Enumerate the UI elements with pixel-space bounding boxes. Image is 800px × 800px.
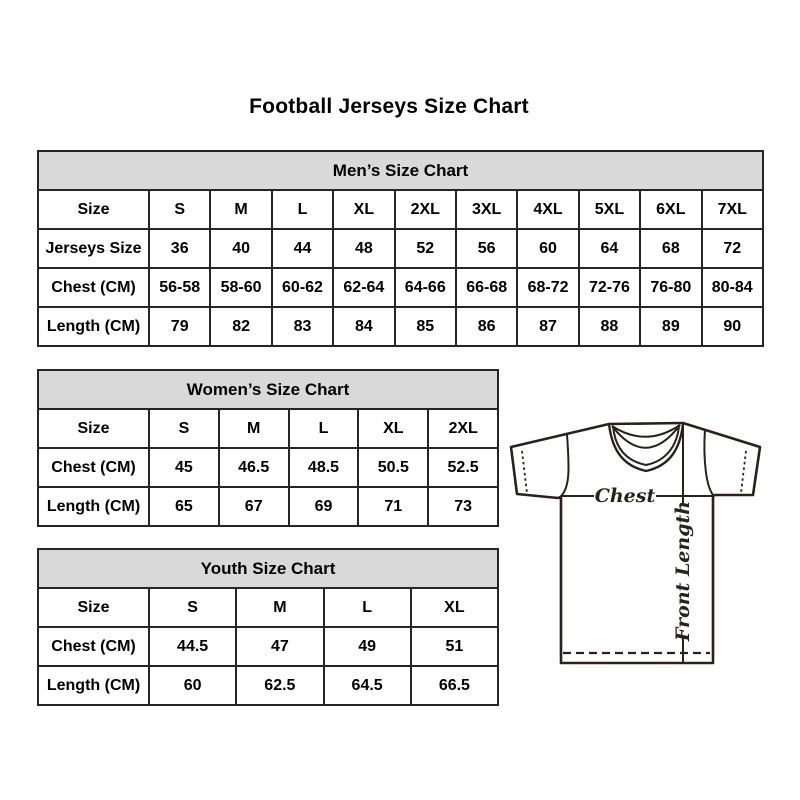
value-cell: 52: [395, 229, 456, 268]
value-cell: 48: [333, 229, 394, 268]
page-title: Football Jerseys Size Chart: [249, 95, 529, 118]
table-header-row: [38, 549, 498, 588]
collar-arc-shallow: [612, 425, 680, 437]
value-cell: 58-60: [210, 268, 271, 307]
value-cell: 68-72: [517, 268, 578, 307]
value-cell: 56: [456, 229, 517, 268]
size-cell: L: [272, 190, 333, 229]
row-label: Size: [38, 409, 149, 448]
size-cell: 2XL: [428, 409, 498, 448]
value-cell: 76-80: [640, 268, 701, 307]
value-cell: 36: [149, 229, 210, 268]
value-cell: 86: [456, 307, 517, 346]
table-row: [38, 487, 498, 526]
youth-table-title: Youth Size Chart: [38, 549, 498, 588]
value-cell: 56-58: [149, 268, 210, 307]
value-cell: 51: [411, 627, 498, 666]
left-armhole-seam: [560, 434, 569, 497]
size-cell: 5XL: [579, 190, 640, 229]
value-cell: 82: [210, 307, 271, 346]
left-sleeve-stitch-line: [522, 451, 527, 493]
value-cell: 52.5: [428, 448, 498, 487]
size-cell: L: [324, 588, 411, 627]
value-cell: 73: [428, 487, 498, 526]
value-cell: 64: [579, 229, 640, 268]
mens-size-table: [37, 150, 764, 347]
value-cell: 84: [333, 307, 394, 346]
row-label: Chest (CM): [38, 268, 149, 307]
size-cell: 4XL: [517, 190, 578, 229]
size-cell: S: [149, 409, 219, 448]
value-cell: 87: [517, 307, 578, 346]
size-cell: 3XL: [456, 190, 517, 229]
table-row: [38, 588, 498, 627]
size-cell: S: [149, 588, 236, 627]
table-row: [38, 448, 498, 487]
right-armhole-seam: [704, 429, 714, 496]
value-cell: 67: [219, 487, 289, 526]
size-cell: S: [149, 190, 210, 229]
row-label: Jerseys Size: [38, 229, 149, 268]
size-cell: 6XL: [640, 190, 701, 229]
value-cell: 62-64: [333, 268, 394, 307]
value-cell: 47: [236, 627, 323, 666]
right-sleeve-stitch-line: [741, 451, 746, 493]
value-cell: 90: [702, 307, 763, 346]
value-cell: 49: [324, 627, 411, 666]
size-cell: XL: [411, 588, 498, 627]
value-cell: 79: [149, 307, 210, 346]
value-cell: 68: [640, 229, 701, 268]
value-cell: 64-66: [395, 268, 456, 307]
table-row: [38, 190, 763, 229]
size-cell: M: [236, 588, 323, 627]
value-cell: 64.5: [324, 666, 411, 705]
row-label: Chest (CM): [38, 448, 149, 487]
mens-table-title: Men’s Size Chart: [38, 151, 763, 190]
table-row: [38, 666, 498, 705]
row-label: Size: [38, 588, 149, 627]
value-cell: 85: [395, 307, 456, 346]
value-cell: 69: [289, 487, 359, 526]
table-row: [38, 409, 498, 448]
value-cell: 46.5: [219, 448, 289, 487]
jersey-measurement-diagram: [505, 414, 771, 668]
row-label: Length (CM): [38, 307, 149, 346]
size-cell: XL: [358, 409, 428, 448]
value-cell: 80-84: [702, 268, 763, 307]
value-cell: 48.5: [289, 448, 359, 487]
row-label: Size: [38, 190, 149, 229]
row-label: Length (CM): [38, 487, 149, 526]
size-cell: XL: [333, 190, 394, 229]
value-cell: 71: [358, 487, 428, 526]
value-cell: 65: [149, 487, 219, 526]
value-cell: 66.5: [411, 666, 498, 705]
value-cell: 72: [702, 229, 763, 268]
front-length-label: Front Length: [672, 500, 694, 642]
value-cell: 72-76: [579, 268, 640, 307]
size-cell: 2XL: [395, 190, 456, 229]
value-cell: 88: [579, 307, 640, 346]
value-cell: 44.5: [149, 627, 236, 666]
table-row: [38, 307, 763, 346]
table-header-row: [38, 370, 498, 409]
value-cell: 89: [640, 307, 701, 346]
size-cell: 7XL: [702, 190, 763, 229]
youth-size-table: [37, 548, 499, 706]
value-cell: 83: [272, 307, 333, 346]
womens-table-title: Women’s Size Chart: [38, 370, 498, 409]
table-header-row: [38, 151, 763, 190]
value-cell: 62.5: [236, 666, 323, 705]
value-cell: 45: [149, 448, 219, 487]
table-row: [38, 229, 763, 268]
jersey-outline-icon: [511, 423, 760, 663]
table-row: [38, 627, 498, 666]
value-cell: 60: [149, 666, 236, 705]
value-cell: 60: [517, 229, 578, 268]
row-label: Chest (CM): [38, 627, 149, 666]
size-cell: M: [210, 190, 271, 229]
womens-size-table: [37, 369, 499, 527]
value-cell: 40: [210, 229, 271, 268]
value-cell: 50.5: [358, 448, 428, 487]
row-label: Length (CM): [38, 666, 149, 705]
value-cell: 44: [272, 229, 333, 268]
size-cell: M: [219, 409, 289, 448]
value-cell: 60-62: [272, 268, 333, 307]
size-cell: L: [289, 409, 359, 448]
table-row: [38, 268, 763, 307]
chest-label: Chest: [594, 485, 656, 507]
value-cell: 66-68: [456, 268, 517, 307]
